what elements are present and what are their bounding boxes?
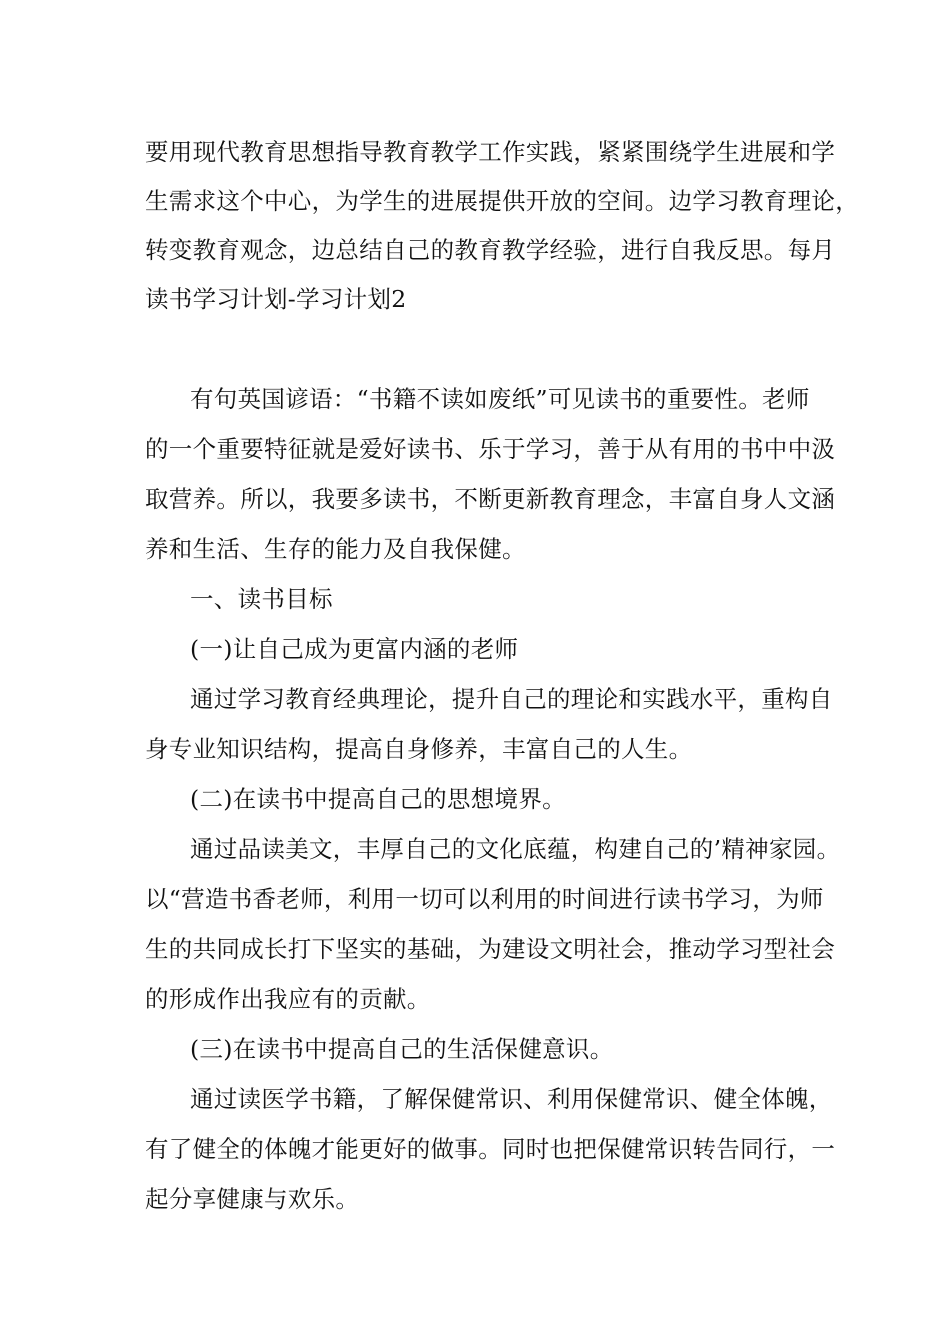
body-text-line: 通过读医学书籍，了解保健常识、利用保健常识、健全体魄，	[190, 1085, 833, 1113]
body-text-line: 起分享健康与欢乐。	[145, 1185, 360, 1213]
subheading: 一、读书目标	[190, 585, 333, 613]
body-text-line: 养和生活、生存的能力及自我保健。	[145, 535, 526, 563]
body-text-line: 的形成作出我应有的贡献。	[145, 985, 431, 1013]
subheading: (二)在读书中提高自己的思想境界。	[190, 785, 566, 813]
body-text-line: 有了健全的体魄才能更好的做事。同时也把保健常识转告同行，一	[145, 1135, 836, 1163]
body-text-line: 生的共同成长打下坚实的基础，为建设文明社会，推动学习型社会	[145, 935, 836, 963]
body-text-line: 的一个重要特征就是爱好读书、乐于学习，善于从有用的书中中汲	[145, 435, 836, 463]
body-text-line: 取营养。所以，我要多读书，不断更新教育理念，丰富自身人文涵	[145, 485, 836, 513]
body-text-line: 以“营造书香老师，利用一切可以利用的时间进行读书学习，为师	[145, 885, 824, 913]
body-text-line: 通过品读美文，丰厚自己的文化底蕴，构建自己的’精神家园。	[190, 835, 841, 863]
body-text-line: 有句英国谚语：“书籍不读如废纸”可见读书的重要性。老师	[190, 385, 810, 413]
subheading: (三)在读书中提高自己的生活保健意识。	[190, 1035, 614, 1063]
body-text-line: 要用现代教育思想指导教育教学工作实践，紧紧围绕学生进展和学	[145, 138, 836, 166]
body-text-line: 转变教育观念，边总结自己的教育教学经验，进行自我反思。每月	[145, 236, 836, 264]
section-heading: 读书学习计划-学习计划2	[145, 285, 407, 313]
body-text-line: 生需求这个中心，为学生的进展提供开放的空间。边学习教育理论，	[145, 187, 859, 215]
subheading: (一)让自己成为更富内涵的老师	[190, 635, 519, 663]
body-text-line: 身专业知识结构，提高自身修养，丰富自己的人生。	[145, 735, 693, 763]
body-text-line: 通过学习教育经典理论，提升自己的理论和实践水平，重构自	[190, 685, 833, 713]
